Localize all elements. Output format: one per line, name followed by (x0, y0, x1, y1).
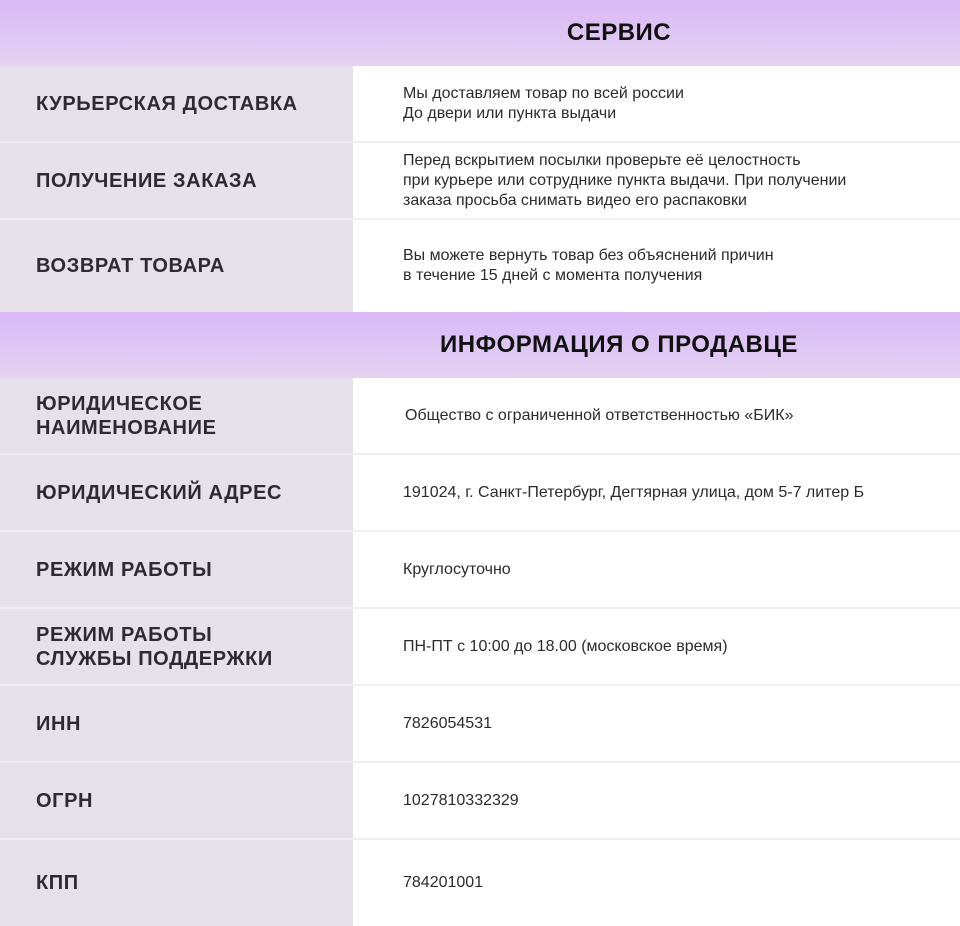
row-value: Мы доставляем товар по всей россии До двери или пункта выдачи (403, 84, 684, 122)
row-label: РЕЖИМ РАБОТЫ СЛУЖБЫ ПОДДЕРЖКИ (0, 609, 353, 684)
row-value: Перед вскрытием посылки проверьте её целостность при курьере или сотруднике пункта выдачи. При получении заказа просьба снимать видео его распаковки (403, 151, 847, 209)
row-value: 7826054531 (403, 714, 492, 732)
seller-row-kpp (0, 840, 960, 926)
service-row-receiving (0, 143, 960, 220)
seller-row-legal-address (0, 455, 960, 532)
service-row-delivery (0, 66, 960, 143)
seller-row-inn (0, 686, 960, 763)
row-value: 191024, г. Санкт-Петербург, Дегтярная улица, дом 5-7 литер Б (403, 483, 865, 501)
seller-row-support-hours (0, 609, 960, 686)
row-value: Вы можете вернуть товар без объяснений причин в течение 15 дней с момента получения (403, 247, 774, 284)
seller-header (0, 312, 960, 378)
row-label: ЮРИДИЧЕСКИЙ АДРЕС (0, 455, 353, 530)
row-label: ИНН (0, 686, 353, 761)
row-label: РЕЖИМ РАБОТЫ (0, 532, 353, 607)
row-label: КПП (0, 840, 353, 926)
row-value: Круглосуточно (403, 560, 511, 578)
service-header (0, 0, 960, 66)
service-title: СЕРВИС (566, 19, 672, 46)
seller-section (0, 312, 960, 926)
row-label: ЮРИДИЧЕСКОЕ НАИМЕНОВАНИЕ (0, 378, 353, 453)
row-label: ПОЛУЧЕНИЕ ЗАКАЗА (0, 143, 353, 218)
row-value: 1027810332329 (403, 791, 519, 809)
seller-row-work-hours (0, 532, 960, 609)
row-value: ПН-ПТ с 10:00 до 18.00 (московское время) (403, 637, 728, 655)
seller-row-legal-name (0, 378, 960, 455)
row-label: ВОЗВРАТ ТОВАРА (0, 220, 353, 312)
seller-title: ИНФОРМАЦИЯ О ПРОДАВЦЕ (440, 331, 798, 358)
service-row-return (0, 220, 960, 312)
row-label: КУРЬЕРСКАЯ ДОСТАВКА (0, 66, 353, 141)
row-value: 784201001 (403, 874, 484, 891)
row-value: Общество с ограниченной ответственностью «БИК» (405, 406, 794, 424)
seller-row-ogrn (0, 763, 960, 840)
service-section (0, 0, 960, 312)
row-label: ОГРН (0, 763, 353, 838)
